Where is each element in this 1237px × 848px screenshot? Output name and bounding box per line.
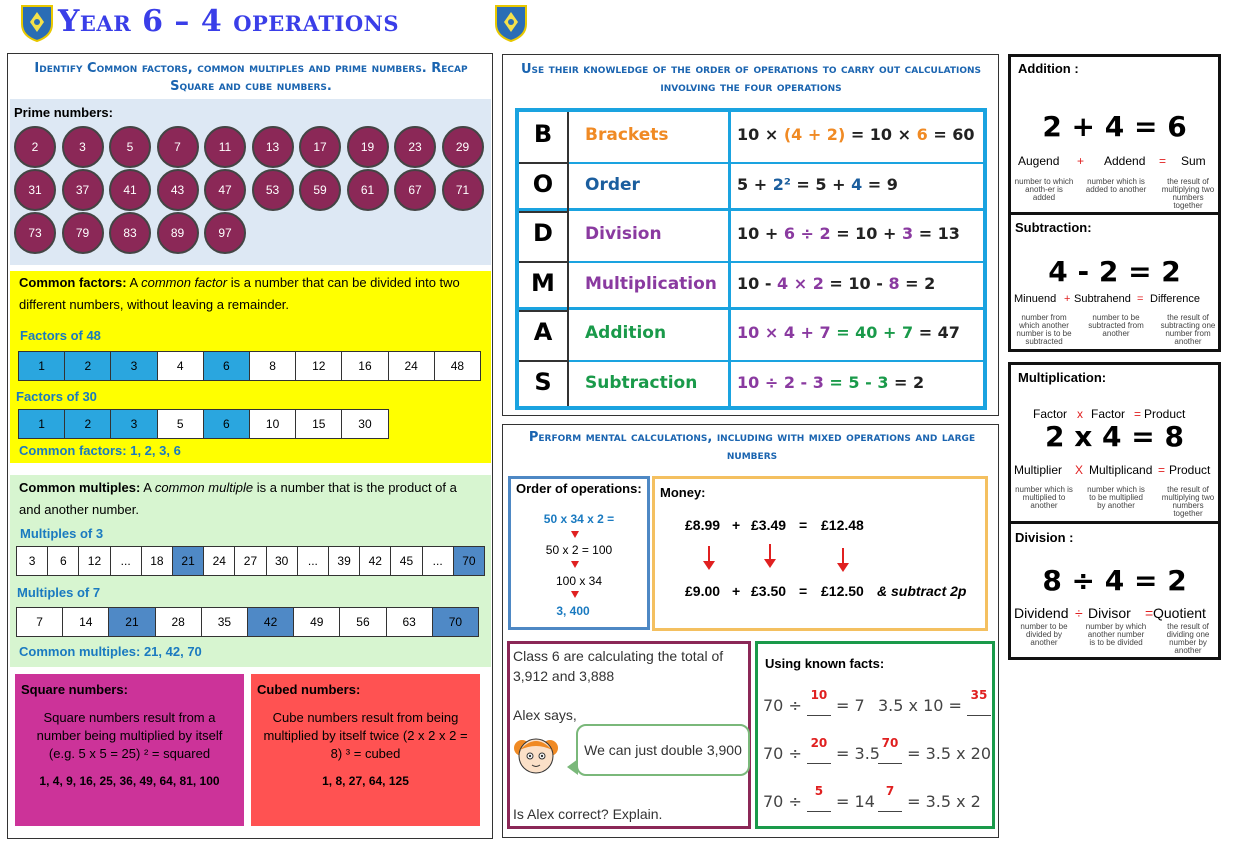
speech-tail [567,759,578,775]
fact-blank [878,784,902,812]
operator-symbol: = [1145,605,1154,621]
money-value: £12.50 [821,583,864,599]
fact-pre: 70 ÷ [763,744,807,763]
operator-symbol: = [1158,463,1166,477]
factor-cell: 21 [108,607,155,637]
division-title: Division : [1015,530,1074,545]
term-label: Multiplicand [1089,463,1153,477]
fact-pre: 70 ÷ [763,696,807,715]
factor-cell: ... [110,546,142,576]
order-title: Order of operations: [516,481,642,496]
division-equation: 8 ÷ 4 = 2 [1042,564,1187,597]
factor-cell: 49 [293,607,340,637]
factor-cell: 42 [247,607,294,637]
expression-part: 10 - [737,273,778,293]
mental-panel [502,424,999,838]
money-arrow-2 [769,544,771,560]
expression-part: = 40 + 7 [830,323,914,342]
question-text: Is Alex correct? Explain. [513,806,663,822]
operator-symbol: + [1064,293,1071,305]
expression-part: 10 + [737,224,784,243]
order-step-2: 50 x 2 = 100 [545,543,613,557]
order-of-operations-box [508,476,650,630]
expression-part: 5 + [737,174,773,194]
operator-symbol: ÷ [1075,605,1083,621]
expression-part: = 5 - 3 [823,372,889,392]
primes-section [10,99,491,265]
factor-cell: 70 [432,607,479,637]
money-arrow-1 [708,546,710,562]
page-title: Year 6 – 4 operations [58,4,399,39]
multiplication-equation: 2 x 4 = 8 [1045,420,1184,453]
addition-equation: 2 + 4 = 6 [1042,110,1187,143]
prime-circle: 37 [62,169,104,211]
expression-part: 3 [901,224,914,243]
term-note: number which is multiplied to another [1015,485,1073,510]
prime-circle: 3 [62,126,104,168]
factor-cell: 56 [339,607,386,637]
factor-cell: ... [422,546,454,576]
common-factors: Common factors: 1, 2, 3, 6 [19,443,181,458]
factor-cell: 39 [328,546,360,576]
term-note: number from which another number is to be subtracted [1016,313,1072,346]
prime-circle: 47 [204,169,246,211]
prime-circle: 41 [109,169,151,211]
alex-says: Alex says, [513,707,577,723]
money-arrow-head-1 [703,561,715,570]
order-step-1: 50 x 34 x 2 = [543,512,615,526]
factor-cell: ... [297,546,329,576]
factor-cell: 28 [155,607,202,637]
expression-part: 8 [888,273,900,293]
order-arrow-3 [571,591,579,598]
fact-equation [878,688,991,716]
fact-equation [878,736,992,764]
factor-cell: 35 [201,607,248,637]
term-label: Addend [1104,154,1146,168]
factor-cell: 12 [295,351,342,381]
factor-cell: 3 [110,351,157,381]
expression-part: 6 [916,125,928,144]
factor-cell: 70 [453,546,485,576]
prime-circle: 13 [252,126,294,168]
mul-div-panel [1008,362,1221,660]
add-sub-panel [1008,54,1221,352]
expression-part: = 2 [888,372,925,392]
term-note: the result of subtracting one number from another [1160,313,1216,346]
prime-circle: 61 [347,169,389,211]
bodmas-letter: S [534,367,552,396]
factors-definition: Common factors: A common factor is a number that can be divided into two different numbers, without leaving a remainder. [19,275,460,312]
multiples-definition: Common multiples: A common multiple is a number that is the product of a and another number. [19,480,457,517]
fact-pre: 70 ÷ [763,792,807,811]
bodmas-letter: O [532,169,554,198]
prime-circle: 67 [394,169,436,211]
fact-answer: 10 [810,688,828,702]
operator-symbol: + [1077,154,1085,168]
prime-circle: 31 [14,169,56,211]
fact-equation [878,784,981,812]
multiples-3-label: Multiples of 3 [20,526,104,541]
term-note: number which is to be multiplied by another [1087,485,1145,510]
expression-part: = 13 [913,224,960,243]
term-label: Difference [1150,293,1200,305]
term-label: Dividend [1014,605,1069,621]
bodmas-group [519,211,983,310]
fact-post: = 7 [830,696,865,715]
prime-circle: 43 [157,169,199,211]
bodmas-letter: D [533,219,553,247]
operator-symbol: = [1159,154,1167,168]
left-heading: Identify Common factors, common multiples and prime numbers. Recap Square and cube numbers. [34,61,468,94]
term-note: the result of multiplying two numbers together [1161,485,1215,518]
fact-blank [807,784,831,812]
factor-cell: 24 [203,546,235,576]
term-label: Factor [1033,407,1068,421]
factor-cell: 14 [62,607,109,637]
money-arrow-3 [842,548,844,564]
multiples-7-label: Multiples of 7 [17,585,101,600]
money-value: £8.99 [685,517,721,533]
fact-post: = 14 [830,792,875,811]
fact-blank [967,688,991,716]
expression-part: = 5 + [790,174,852,194]
order-step-4: 3, 400 [556,604,590,618]
fact-equation [763,736,880,764]
prime-circle: 11 [204,126,246,168]
bodmas-table [515,108,987,410]
expression-part: = 10 + [830,224,902,243]
prime-circle: 83 [109,212,151,254]
fact-post: = 3.5 [830,744,880,763]
fact-answer: 7 [885,784,895,798]
alex-avatar [512,730,560,780]
bodmas-word: Subtraction [585,372,698,393]
facts-title: Using known facts: [765,656,885,671]
mental-heading: Perform mental calculations, including with mixed operations and large numbers [528,430,976,463]
factor-cell: 18 [141,546,173,576]
term-note: number to be divided by another [1020,622,1068,647]
left-panel [7,53,493,839]
factor-cell: 5 [157,409,204,439]
square-description: Square numbers result from a number being multiplied by itself (e.g. 5 x 5 = 25) ² = squared [36,710,223,761]
expression-part: 4 [851,174,863,194]
term-note: the result of dividing one number by another [1166,622,1210,655]
prime-circle: 79 [62,212,104,254]
factor-cell: 24 [388,351,435,381]
factor-cell: 21 [172,546,204,576]
fact-equation [763,688,865,716]
class-text: Class 6 are calculating the total of 3,912 and 3,888 [513,648,724,684]
bodmas-column-divider [567,112,569,406]
money-value: £3.50 [751,583,787,599]
expression-part: = 10 × [845,125,917,144]
factor-cell: 2 [64,351,111,381]
term-note: the result of multiplying two numbers together [1161,177,1215,210]
fact-post: = 3.5 x 20 [902,744,992,763]
bodmas-group [519,112,983,211]
fact-post: = 3.5 x 2 [902,792,981,811]
order-step-3: 100 x 34 [555,574,603,588]
multiples-section [10,475,491,667]
prime-circle: 7 [157,126,199,168]
cube-title: Cubed numbers: [257,682,361,697]
term-label: Product [1169,463,1211,477]
term-label: Product [1144,407,1186,421]
prime-circle: 73 [14,212,56,254]
operator-symbol: = [1137,293,1144,305]
expression-part: = 10 - [823,273,889,293]
expression-part: 10 × [737,125,784,144]
fact-blank [878,736,902,764]
order-arrow-1 [571,531,579,538]
fact-answer: 20 [810,736,828,750]
square-title: Square numbers: [21,682,128,697]
factor-cell: 10 [249,409,296,439]
term-label: Minuend [1014,293,1057,305]
factor-cell: 63 [386,607,433,637]
expression-part: 4 × 2 [777,273,824,293]
term-note: number by which another number is to be divided [1085,622,1147,647]
prime-circle: 2 [14,126,56,168]
factor-cell: 6 [203,409,250,439]
term-label: Factor [1091,407,1126,421]
factor-cell: 7 [16,607,63,637]
expression-part: = 60 [927,125,975,144]
fact-blank [807,688,831,716]
expression-part: 10 ÷ 2 - 3 [737,372,824,392]
factor-cell: 12 [78,546,110,576]
expression-part: 10 × 4 + 7 [737,323,831,342]
factor-cell: 42 [359,546,391,576]
school-crest-right [494,4,528,42]
speech-text: We can just double 3,900 [584,742,742,758]
square-numbers-box [15,674,244,826]
money-arrow-head-2 [764,559,776,568]
prime-circle: 97 [204,212,246,254]
fact-equation [763,784,875,812]
cube-list: 1, 8, 27, 64, 125 [322,774,409,788]
expression-part: = 2 [899,273,936,293]
expression-part: = 47 [913,323,960,342]
expression-part: (4 + 2) [783,125,846,144]
bodmas-heading: Use their knowledge of the order of operations to carry out calculations involving the four operations [520,62,982,95]
factors-30-label: Factors of 30 [16,389,97,404]
cube-description: Cube numbers result from being multiplied by itself twice (2 x 2 x 2 = 8) ³ = cubed [263,710,468,761]
term-note: number to which anoth-er is added [1014,177,1074,202]
order-arrow-2 [571,561,579,568]
term-label: Subtrahend [1074,293,1131,305]
divider [1011,212,1218,215]
term-label: Sum [1181,154,1206,168]
money-note: & subtract 2p [877,583,967,599]
prime-circle: 17 [299,126,341,168]
prime-circle: 53 [252,169,294,211]
money-title: Money: [660,485,706,500]
bodmas-word: Order [585,174,640,195]
factor-cell: 15 [295,409,342,439]
prime-circle: 89 [157,212,199,254]
term-label: Quotient [1153,605,1206,621]
cubed-numbers-box [251,674,480,826]
primes-label: Prime numbers: [14,105,113,120]
term-label: Multiplier [1014,463,1063,477]
operator-symbol: X [1075,463,1084,477]
factor-cell: 2 [64,409,111,439]
operator-symbol: = [1134,407,1142,421]
money-value: £9.00 [685,583,721,599]
divider [1011,521,1218,524]
money-value: = [799,583,808,599]
money-arrow-head-3 [837,563,849,572]
money-box [652,476,988,631]
factors-48-label: Factors of 48 [20,328,101,343]
factor-cell: 30 [341,409,388,439]
fact-answer: 70 [881,736,899,750]
term-note: number which is added to another [1085,177,1147,194]
factor-cell: 1 [18,351,65,381]
common-multiples: Common multiples: 21, 42, 70 [19,644,202,659]
factor-cell: 3 [16,546,48,576]
prime-circle: 59 [299,169,341,211]
term-label: Divisor [1088,605,1131,621]
factor-cell: 1 [18,409,65,439]
school-crest-left [20,4,54,42]
fact-answer: 5 [814,784,824,798]
factor-cell: 6 [203,351,250,381]
prime-circle: 19 [347,126,389,168]
multiplication-title: Multiplication: [1018,370,1107,385]
prime-circle: 71 [442,169,484,211]
addition-title: Addition : [1018,61,1079,76]
factor-cell: 45 [390,546,422,576]
bodmas-letter: A [533,318,553,346]
factor-cell: 48 [434,351,481,381]
money-value: £12.48 [821,517,864,533]
subtraction-equation: 4 - 2 = 2 [1048,255,1181,288]
money-value: = [799,517,808,533]
expression-part: 6 ÷ 2 [783,224,831,243]
term-label: Augend [1018,154,1060,168]
money-value: £3.49 [751,517,787,533]
square-list: 1, 4, 9, 16, 25, 36, 49, 64, 81, 100 [39,774,220,788]
bodmas-column-divider [728,112,731,406]
factor-cell: 4 [157,351,204,381]
factor-cell: 6 [47,546,79,576]
bodmas-word: Brackets [585,125,669,145]
fact-pre: 3.5 x 10 = [878,696,968,715]
factors-section [10,271,491,463]
expression-part: = 9 [862,174,898,194]
bodmas-panel [502,54,999,416]
factor-cell: 27 [234,546,266,576]
prime-circle: 23 [394,126,436,168]
factor-cell: 8 [249,351,296,381]
bodmas-word: Multiplication [585,273,717,294]
fact-blank [807,736,831,764]
money-value: + [732,583,741,599]
known-facts-box [755,641,995,829]
money-value: + [732,517,741,533]
factor-cell: 30 [266,546,298,576]
factor-cell: 3 [110,409,157,439]
operator-symbol: x [1077,407,1083,421]
fact-answer: 35 [970,688,988,702]
bodmas-word: Division [585,224,662,244]
expression-part: 2² [772,174,791,194]
prime-circle: 29 [442,126,484,168]
factor-cell: 16 [341,351,388,381]
bodmas-letter: B [533,120,553,148]
term-note: number to be subtracted from another [1088,313,1144,338]
bodmas-word: Addition [585,323,667,343]
bodmas-letter: M [531,268,555,297]
subtraction-title: Subtraction: [1015,220,1092,235]
speech-bubble [576,724,750,776]
prime-circle: 5 [109,126,151,168]
bodmas-group [519,310,983,409]
alex-question-box [507,641,751,829]
